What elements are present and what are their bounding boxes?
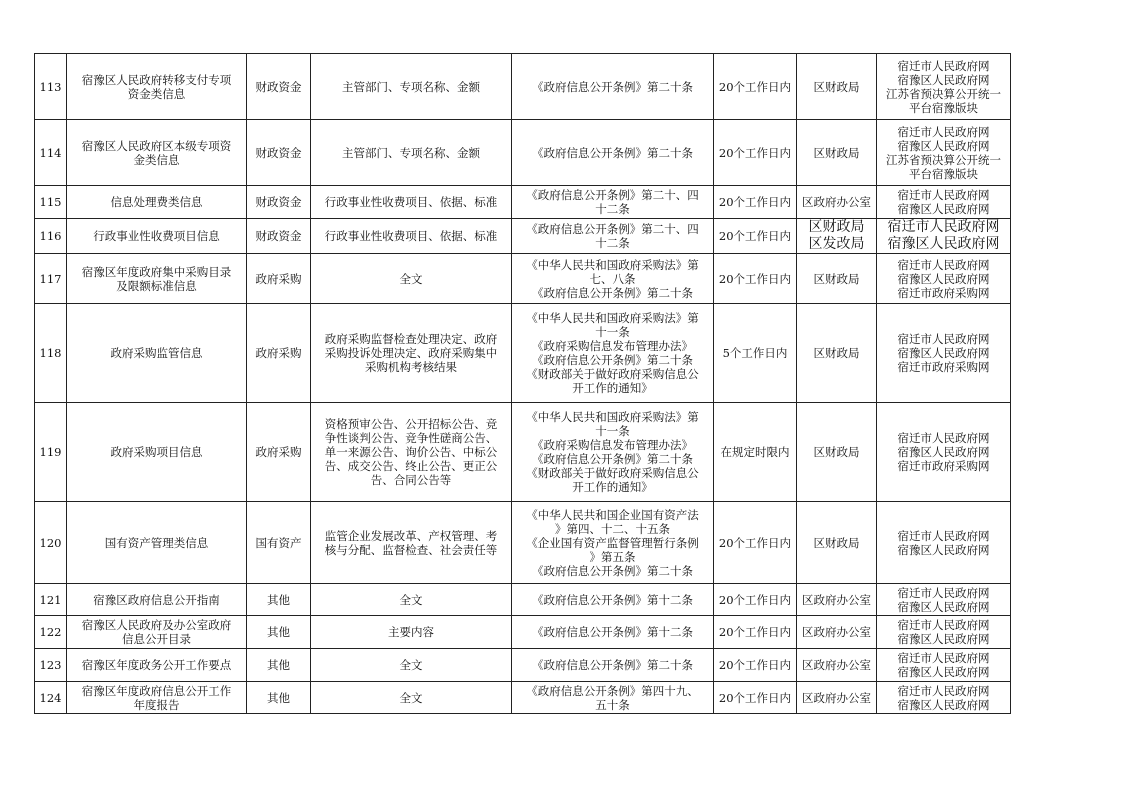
publish-channel-cell-line: 宿迁市政府采购网 (897, 459, 990, 473)
publish-channel-cell-line: 江苏省预决算公开统一 (886, 86, 1001, 101)
info-name-cell-line: 政府采购监管信息 (110, 346, 203, 360)
legal-basis-cell-line: 《企业国有资产监督管理暂行条例 (526, 535, 699, 550)
time-limit-cell: 20个工作日内 (714, 120, 797, 186)
publish-channel-cell-line: 宿迁市人民政府网 (897, 585, 990, 600)
time-limit-cell: 在规定时限内 (714, 403, 797, 502)
department-cell (797, 403, 877, 502)
legal-basis-cell-line: 七、八条 (589, 271, 636, 286)
category-cell: 其他 (247, 584, 311, 616)
info-name-cell-line: 及限额标准信息 (116, 278, 197, 293)
row-number-cell: 113 (35, 54, 67, 120)
publish-channel-cell-line: 宿迁市人民政府网 (897, 528, 990, 543)
publish-channel-cell-line: 宿迁市政府采购网 (897, 360, 990, 374)
publish-channel-cell-line: 宿迁市人民政府网 (897, 188, 990, 202)
publish-channel-cell-line: 宿迁市人民政府网 (897, 332, 990, 346)
department-cell-line: 区财政局 (813, 145, 860, 160)
content-cell-line: 主管部门、专项名称、金额 (342, 79, 480, 94)
content-cell (311, 254, 512, 304)
info-name-cell-line: 信息公开目录 (122, 632, 191, 646)
info-name-cell-line: 资金类信息 (127, 86, 186, 101)
legal-basis-cell-line: 》第五条 (589, 549, 636, 564)
row-number-cell: 117 (35, 254, 67, 304)
content-cell-line: 主要内容 (388, 625, 434, 639)
legal-basis-cell-line: 《政府信息公开条例》第二十、四 (526, 222, 699, 236)
time-limit-cell: 20个工作日内 (714, 186, 797, 219)
content-cell-line: 告、成交公告、终止公告、更正公 (324, 459, 498, 473)
info-name-cell (67, 120, 247, 186)
department-cell-line: 区政府办公室 (802, 592, 871, 607)
department-cell (797, 649, 877, 682)
category-cell: 财政资金 (247, 219, 311, 254)
legal-basis-cell-line: 十一条 (595, 424, 630, 438)
content-cell-line: 争性谈判公告、竞争性磋商公告、 (324, 431, 498, 445)
publish-channel-cell-line: 宿迁市人民政府网 (897, 124, 990, 139)
table-row (35, 54, 1011, 120)
info-name-cell (67, 219, 247, 254)
content-cell (311, 649, 512, 682)
content-cell (311, 616, 512, 649)
table-body (35, 54, 1011, 714)
department-cell (797, 502, 877, 584)
category-cell: 财政资金 (247, 120, 311, 186)
content-cell-line: 全文 (399, 271, 423, 286)
publish-channel-cell (877, 682, 1011, 714)
content-cell-line: 全文 (399, 592, 423, 607)
publish-channel-cell-line: 宿豫区人民政府网 (897, 346, 990, 360)
department-cell-line: 区发改局 (808, 236, 865, 252)
legal-basis-cell-line: 《政府采购信息发布管理办法》 (532, 339, 693, 353)
legal-basis-cell-line: 《政府信息公开条例》第二十条 (532, 79, 693, 94)
legal-basis-cell (512, 219, 714, 254)
legal-basis-cell-line: 《政府信息公开条例》第十二条 (532, 592, 693, 607)
info-name-cell-line: 宿豫区政府信息公开指南 (93, 592, 220, 607)
legal-basis-cell-line: 《政府信息公开条例》第十二条 (532, 625, 693, 639)
publish-channel-cell-line: 宿豫区人民政府网 (887, 236, 1000, 252)
legal-basis-cell (512, 403, 714, 502)
info-name-cell-line: 信息处理费类信息 (110, 195, 203, 209)
legal-basis-cell (512, 120, 714, 186)
legal-basis-cell (512, 502, 714, 584)
department-cell (797, 219, 877, 254)
info-name-cell (67, 584, 247, 616)
legal-basis-cell-line: 》第四、十二、十五条 (555, 521, 670, 536)
content-cell-line: 全文 (399, 690, 423, 705)
table-row (35, 682, 1011, 714)
legal-basis-cell (512, 54, 714, 120)
legal-basis-cell-line: 《政府信息公开条例》第二十条 (532, 285, 693, 300)
publish-channel-cell (877, 254, 1011, 304)
publish-channel-cell (877, 649, 1011, 682)
legal-basis-cell (512, 616, 714, 649)
department-cell-line: 区财政局 (813, 346, 860, 360)
content-cell-line: 行政事业性收费项目、依据、标准 (324, 195, 498, 209)
info-name-cell (67, 403, 247, 502)
legal-basis-cell (512, 304, 714, 403)
department-cell (797, 186, 877, 219)
legal-basis-cell-line: 《中华人民共和国政府采购法》第 (526, 410, 699, 424)
publish-channel-cell (877, 120, 1011, 186)
legal-basis-cell-line: 十一条 (595, 325, 630, 339)
content-cell-line: 监管企业发展改革、产权管理、考 (324, 528, 498, 543)
department-cell-line: 区政府办公室 (802, 195, 871, 209)
publish-channel-cell (877, 616, 1011, 649)
department-cell-line: 区政府办公室 (802, 625, 871, 639)
department-cell (797, 682, 877, 714)
publish-channel-cell-line: 宿豫区人民政府网 (897, 72, 990, 87)
row-number-cell: 122 (35, 616, 67, 649)
content-cell (311, 403, 512, 502)
time-limit-cell: 20个工作日内 (714, 219, 797, 254)
table-row (35, 649, 1011, 682)
table-row (35, 502, 1011, 584)
table-row (35, 304, 1011, 403)
publish-channel-cell-line: 平台宿豫版块 (909, 100, 978, 115)
legal-basis-cell-line: 《政府信息公开条例》第四十九、 (526, 683, 699, 698)
legal-basis-cell-line: 《政府信息公开条例》第二十条 (532, 452, 693, 466)
legal-basis-cell-line: 《中华人民共和国政府采购法》第 (526, 311, 699, 325)
publish-channel-cell-line: 宿迁市人民政府网 (897, 683, 990, 698)
department-cell-line: 区财政局 (813, 271, 860, 286)
publish-channel-cell-line: 平台宿豫版块 (909, 166, 978, 181)
department-cell (797, 616, 877, 649)
department-cell-line: 区财政局 (813, 445, 860, 459)
content-cell (311, 120, 512, 186)
row-number-cell: 124 (35, 682, 67, 714)
category-cell: 政府采购 (247, 254, 311, 304)
publish-channel-cell-line: 宿豫区人民政府网 (897, 138, 990, 153)
department-cell (797, 584, 877, 616)
content-cell-line: 资格预审公告、公开招标公告、竞 (324, 417, 498, 431)
category-cell: 国有资产 (247, 502, 311, 584)
publish-channel-cell (877, 54, 1011, 120)
content-cell-line: 告、合同公告等 (370, 473, 452, 487)
row-number-cell: 116 (35, 219, 67, 254)
publish-channel-cell-line: 宿豫区人民政府网 (897, 599, 990, 614)
publish-channel-cell-line: 宿迁市政府采购网 (897, 285, 990, 300)
department-cell-line: 区政府办公室 (802, 690, 871, 705)
publish-channel-cell-line: 宿豫区人民政府网 (897, 202, 990, 216)
table-row (35, 403, 1011, 502)
publish-channel-cell-line: 江苏省预决算公开统一 (886, 152, 1001, 167)
content-cell-line: 全文 (399, 658, 423, 672)
time-limit-cell: 20个工作日内 (714, 254, 797, 304)
category-cell: 政府采购 (247, 304, 311, 403)
table-row (35, 186, 1011, 219)
publish-channel-cell (877, 219, 1011, 254)
content-cell-line: 主管部门、专项名称、金额 (342, 145, 480, 160)
info-name-cell-line: 金类信息 (133, 152, 180, 167)
department-cell (797, 304, 877, 403)
content-cell (311, 54, 512, 120)
legal-basis-cell-line: 《财政部关于做好政府采购信息公 (526, 466, 699, 480)
legal-basis-cell (512, 254, 714, 304)
category-cell: 其他 (247, 649, 311, 682)
publish-channel-cell-line: 宿迁市人民政府网 (897, 651, 990, 665)
info-name-cell-line: 宿豫区人民政府及办公室政府 (81, 618, 232, 632)
info-name-cell (67, 304, 247, 403)
publish-channel-cell (877, 502, 1011, 584)
legal-basis-cell-line: 《中华人民共和国企业国有资产法 (526, 507, 699, 522)
publish-channel-cell (877, 304, 1011, 403)
legal-basis-cell-line: 《中华人民共和国政府采购法》第 (526, 257, 699, 272)
publish-channel-cell (877, 584, 1011, 616)
info-name-cell-line: 行政事业性收费项目信息 (93, 229, 220, 243)
content-cell (311, 682, 512, 714)
info-name-cell-line: 政府采购项目信息 (110, 445, 203, 459)
department-cell (797, 254, 877, 304)
category-cell: 其他 (247, 616, 311, 649)
row-number-cell: 123 (35, 649, 67, 682)
content-cell (311, 584, 512, 616)
department-cell-line: 区财政局 (813, 79, 860, 94)
category-cell: 财政资金 (247, 186, 311, 219)
row-number-cell: 114 (35, 120, 67, 186)
info-name-cell-line: 宿豫区人民政府区本级专项资 (81, 138, 232, 153)
department-cell-line: 区政府办公室 (802, 658, 871, 672)
info-name-cell-line: 年度报告 (133, 697, 180, 712)
content-cell-line: 采购投诉处理决定、政府采购集中 (324, 346, 498, 360)
content-cell (311, 304, 512, 403)
publish-channel-cell-line: 宿豫区人民政府网 (897, 665, 990, 679)
info-name-cell-line: 宿豫区人民政府转移支付专项 (81, 72, 232, 87)
time-limit-cell: 20个工作日内 (714, 584, 797, 616)
info-name-cell (67, 649, 247, 682)
department-cell-line: 区财政局 (813, 535, 860, 550)
content-cell (311, 502, 512, 584)
content-cell-line: 单一来源公告、询价公告、中标公 (324, 445, 498, 459)
category-cell: 其他 (247, 682, 311, 714)
info-name-cell (67, 682, 247, 714)
info-name-cell-line: 宿豫区年度政府集中采购目录 (81, 264, 232, 279)
info-name-cell-line: 宿豫区年度政府信息公开工作 (81, 683, 232, 698)
legal-basis-cell-line: 《政府信息公开条例》第二十条 (532, 353, 693, 367)
row-number-cell: 115 (35, 186, 67, 219)
publish-channel-cell-line: 宿豫区人民政府网 (897, 632, 990, 646)
info-name-cell (67, 254, 247, 304)
content-cell-line: 政府采购监督检查处理决定、政府 (324, 332, 498, 346)
publish-channel-cell-line: 宿迁市人民政府网 (897, 618, 990, 632)
category-cell: 政府采购 (247, 403, 311, 502)
table-row (35, 584, 1011, 616)
time-limit-cell: 5个工作日内 (714, 304, 797, 403)
table-row (35, 219, 1011, 254)
publish-channel-cell-line: 宿豫区人民政府网 (897, 697, 990, 712)
info-name-cell (67, 186, 247, 219)
time-limit-cell: 20个工作日内 (714, 682, 797, 714)
disclosure-catalog-table (34, 53, 1011, 714)
table-row (35, 254, 1011, 304)
legal-basis-cell-line: 《政府信息公开条例》第二十条 (532, 563, 693, 578)
legal-basis-cell-line: 十二条 (595, 202, 630, 216)
info-name-cell (67, 54, 247, 120)
legal-basis-cell-line: 《政府信息公开条例》第二十条 (532, 658, 693, 672)
row-number-cell: 120 (35, 502, 67, 584)
info-name-cell (67, 502, 247, 584)
legal-basis-cell-line: 《财政部关于做好政府采购信息公 (526, 367, 699, 381)
legal-basis-cell-line: 《政府采购信息发布管理办法》 (532, 438, 693, 452)
publish-channel-cell-line: 宿迁市人民政府网 (897, 257, 990, 272)
info-name-cell-line: 宿豫区年度政务公开工作要点 (81, 658, 232, 672)
legal-basis-cell (512, 584, 714, 616)
publish-channel-cell (877, 186, 1011, 219)
table-row (35, 120, 1011, 186)
legal-basis-cell-line: 《政府信息公开条例》第二十、四 (526, 188, 699, 202)
info-name-cell-line: 国有资产管理类信息 (104, 535, 209, 550)
legal-basis-cell-line: 《政府信息公开条例》第二十条 (532, 145, 693, 160)
legal-basis-cell (512, 682, 714, 714)
content-cell (311, 186, 512, 219)
department-cell-line: 区财政局 (808, 219, 865, 235)
info-name-cell (67, 616, 247, 649)
time-limit-cell: 20个工作日内 (714, 502, 797, 584)
legal-basis-cell-line: 五十条 (595, 697, 630, 712)
publish-channel-cell-line: 宿迁市人民政府网 (897, 431, 990, 445)
time-limit-cell: 20个工作日内 (714, 616, 797, 649)
row-number-cell: 118 (35, 304, 67, 403)
publish-channel-cell-line: 宿豫区人民政府网 (897, 542, 990, 557)
publish-channel-cell-line: 宿豫区人民政府网 (897, 271, 990, 286)
legal-basis-cell (512, 186, 714, 219)
row-number-cell: 121 (35, 584, 67, 616)
legal-basis-cell-line: 十二条 (595, 236, 630, 250)
time-limit-cell: 20个工作日内 (714, 649, 797, 682)
content-cell (311, 219, 512, 254)
publish-channel-cell-line: 宿迁市人民政府网 (887, 219, 1000, 235)
content-cell-line: 行政事业性收费项目、依据、标准 (324, 229, 498, 243)
time-limit-cell: 20个工作日内 (714, 54, 797, 120)
content-cell-line: 采购机构考核结果 (365, 360, 457, 374)
legal-basis-cell (512, 649, 714, 682)
department-cell (797, 54, 877, 120)
category-cell: 财政资金 (247, 54, 311, 120)
legal-basis-cell-line: 开工作的通知》 (572, 480, 653, 494)
publish-channel-cell-line: 宿迁市人民政府网 (897, 58, 990, 73)
publish-channel-cell-line: 宿豫区人民政府网 (897, 445, 990, 459)
publish-channel-cell (877, 403, 1011, 502)
table-row (35, 616, 1011, 649)
legal-basis-cell-line: 开工作的通知》 (572, 381, 653, 395)
department-cell (797, 120, 877, 186)
row-number-cell: 119 (35, 403, 67, 502)
content-cell-line: 核与分配、监督检查、社会责任等 (324, 542, 498, 557)
